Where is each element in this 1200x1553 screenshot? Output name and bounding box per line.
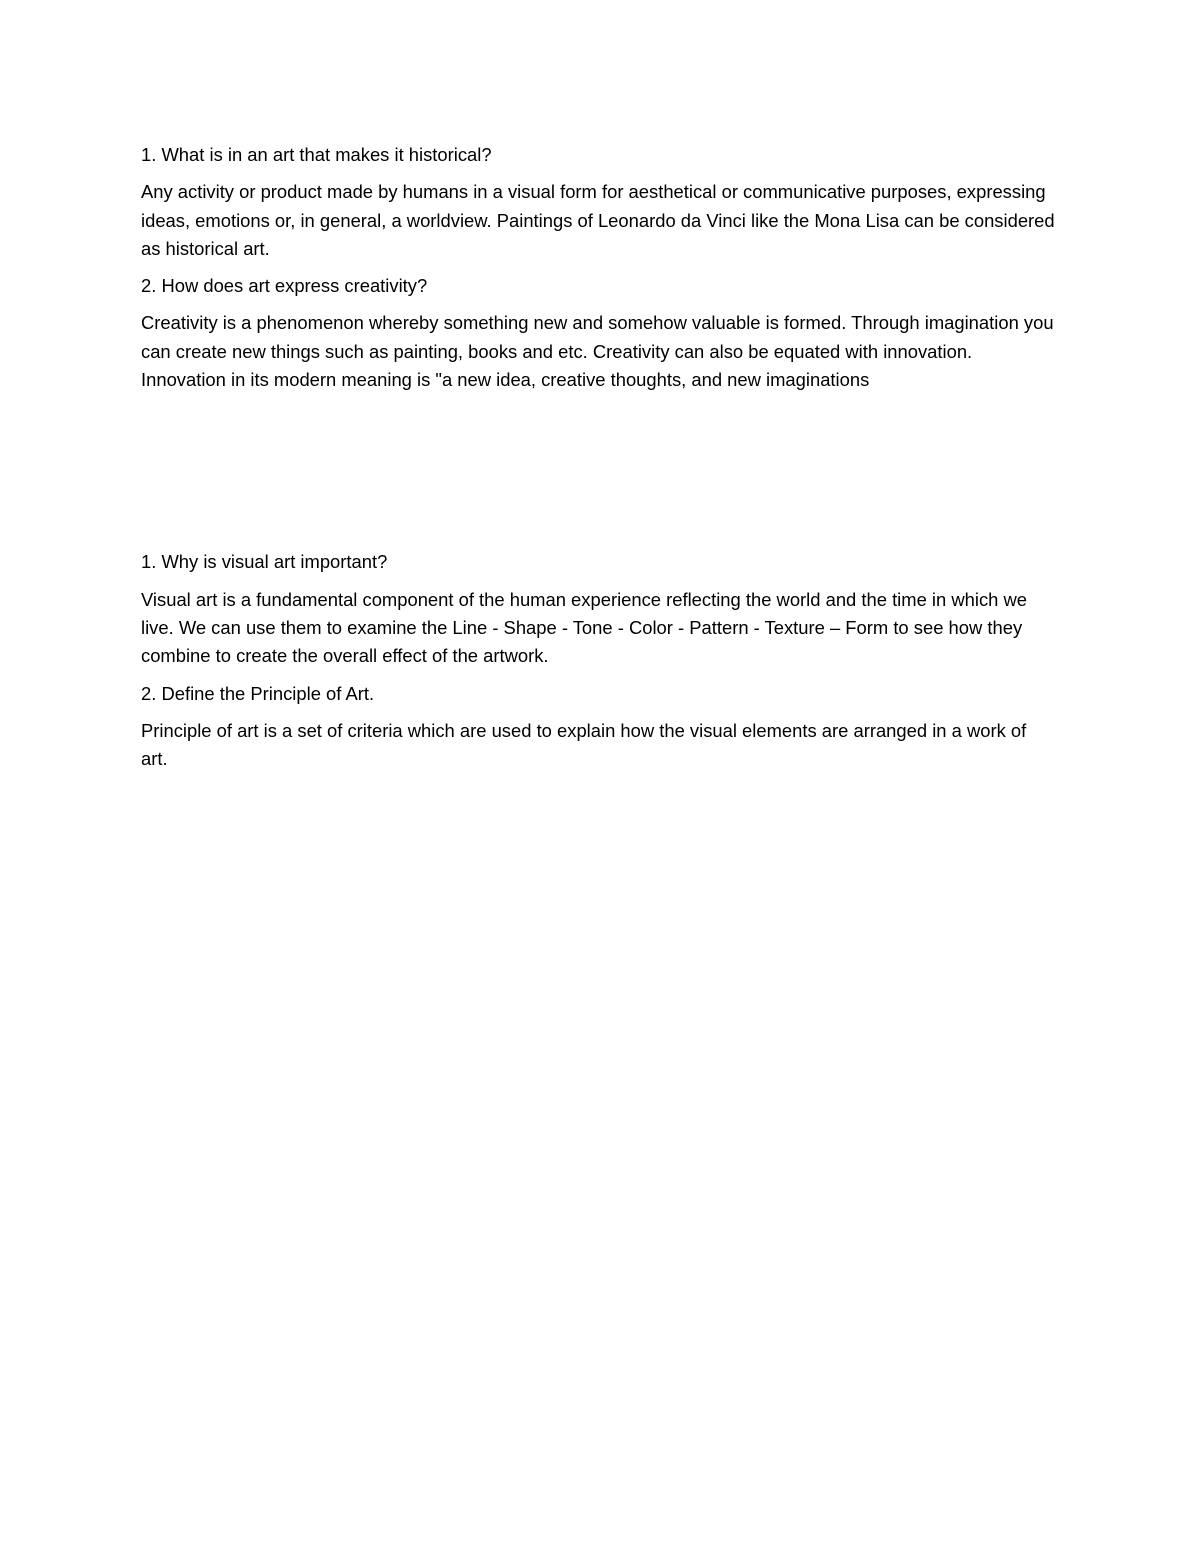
answer-paragraph: Any activity or product made by humans in a visual form for aesthetical or communicative purposes, expressing ideas, emotions or, in general, a worldview. Paintings of Leonardo da Vinci like the Mona Lisa can be considered as historical art. bbox=[141, 181, 1055, 259]
answer-paragraph: Principle of art is a set of criteria which are used to explain how the visual elements are arranged in a work of art. bbox=[141, 719, 1027, 770]
answer-paragraph: Creativity is a phenomenon whereby something new and somehow valuable is formed. Through imagination you can create new things such as painting, books and etc. Creativity can also be equated with innovation. Innovation in its modern meaning is "a new idea, creative thoughts, and new imaginations bbox=[141, 312, 1054, 391]
blank-space bbox=[141, 403, 1056, 548]
answer-paragraph: Visual art is a fundamental component of the human experience reflecting the world and the time in which we live. We can use them to examine the Line - Shape - Tone - Color - Pattern - Texture – Form to see how they combine to create the overall effect of the artwork. bbox=[141, 588, 1027, 667]
question-heading: 2. Define the Principle of Art. bbox=[141, 682, 375, 704]
question-heading: 1. Why is visual art important? bbox=[141, 551, 388, 573]
document-body bbox=[141, 141, 1056, 782]
question-heading: 2. How does art express creativity? bbox=[141, 275, 428, 297]
question-heading: 1. What is in an art that makes it historical? bbox=[141, 144, 492, 165]
